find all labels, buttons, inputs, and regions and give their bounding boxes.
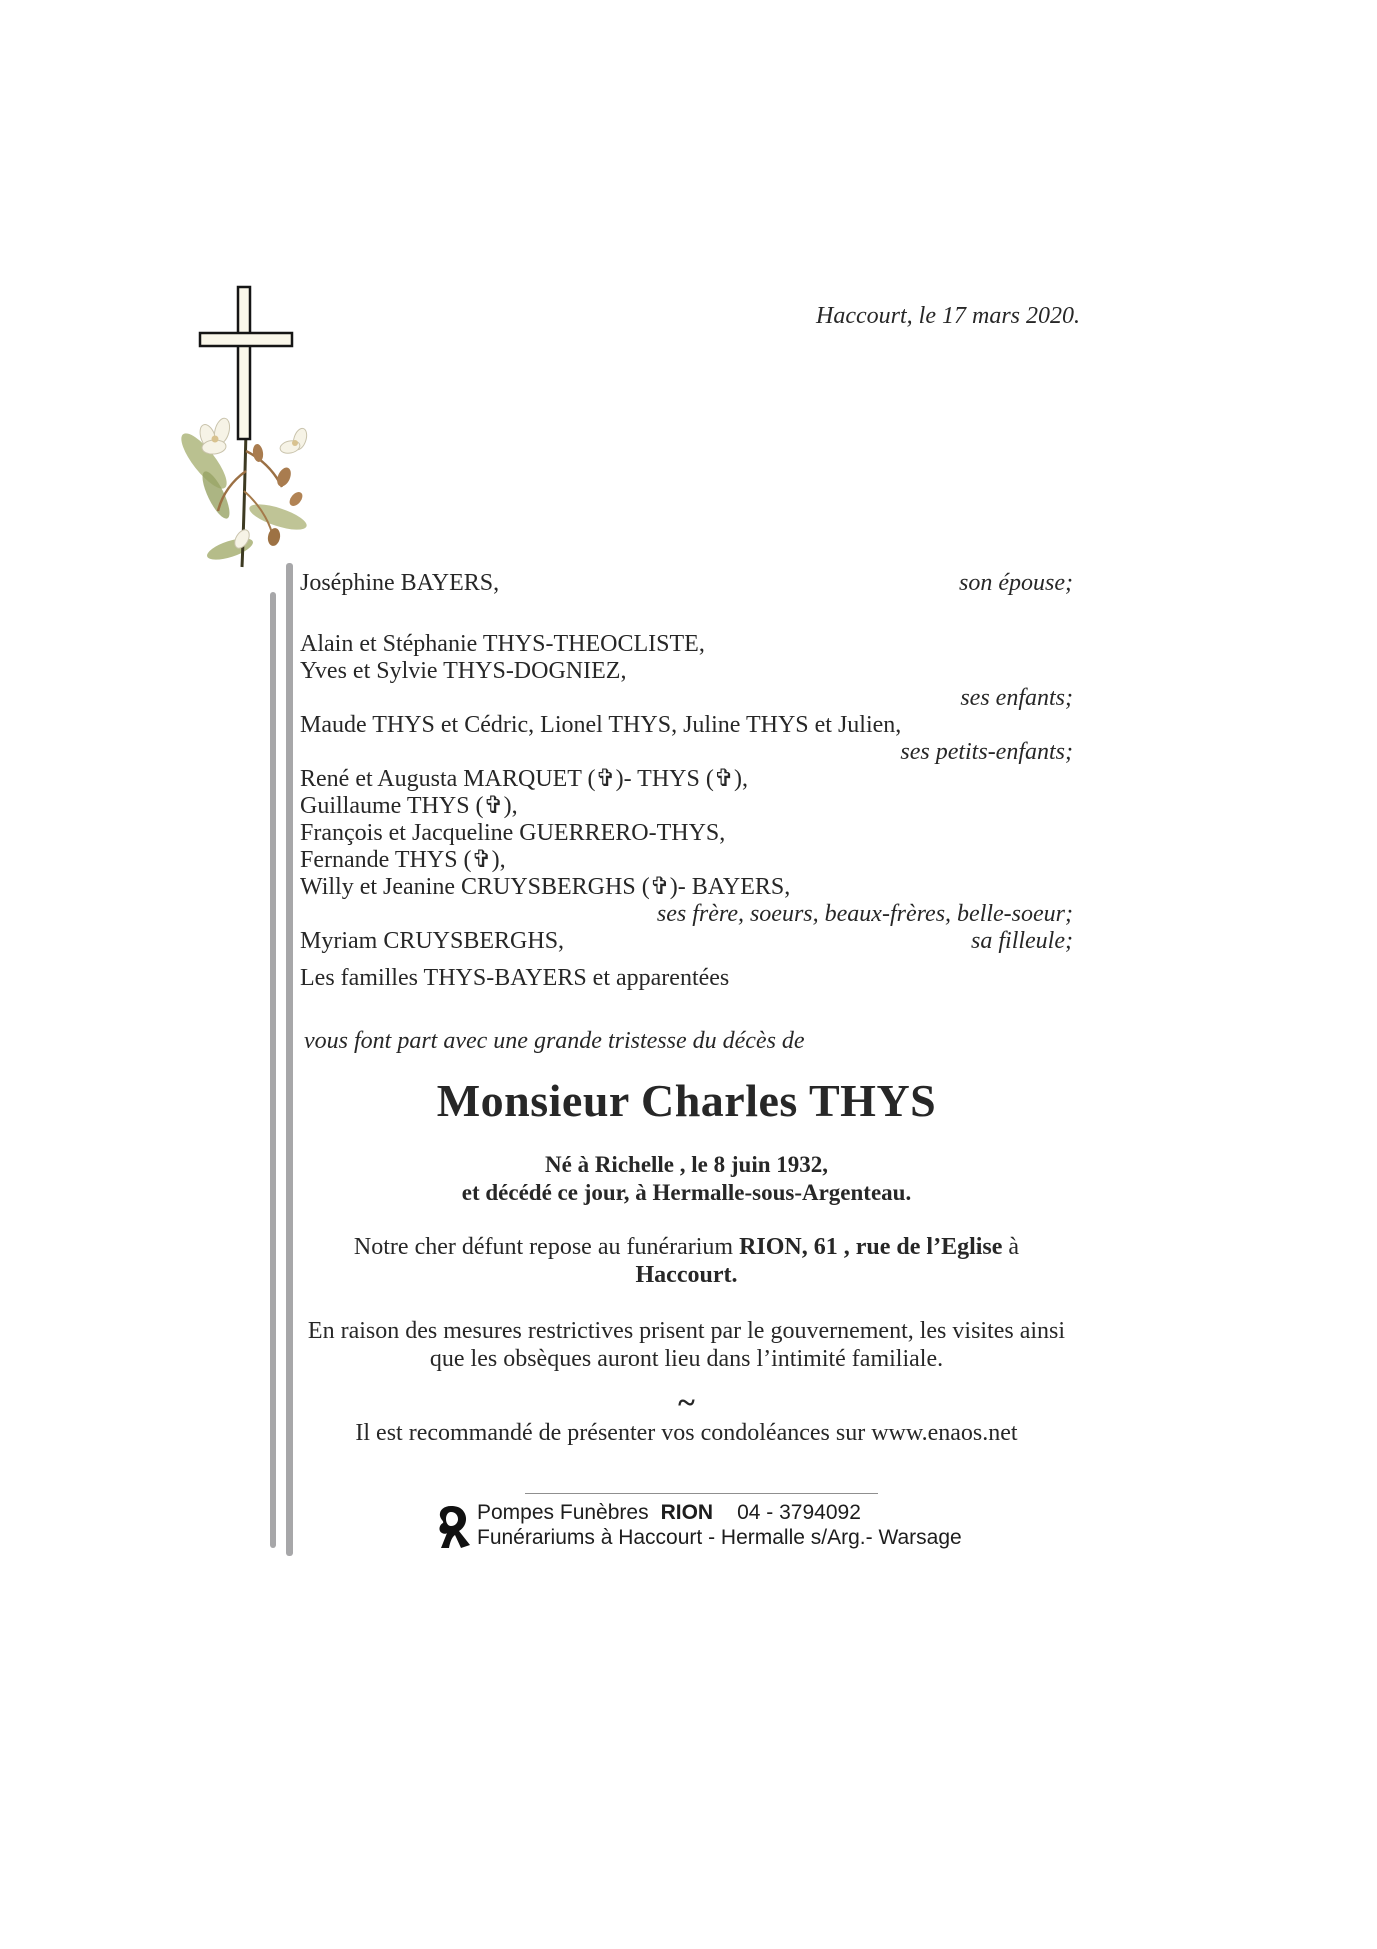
family-name: René et Augusta MARQUET (✞)- THYS (✞), <box>300 766 748 792</box>
family-line <box>300 712 1073 739</box>
vertical-rule-outer <box>286 563 293 1556</box>
restrictions-block <box>300 1317 1073 1373</box>
footer-line-1 <box>477 1500 962 1525</box>
repose-line <box>300 1233 1073 1289</box>
family-line <box>300 570 1073 597</box>
family-name: Guillaume THYS (✞), <box>300 793 518 819</box>
family-line <box>300 685 1073 712</box>
vitals-block <box>300 1151 1073 1207</box>
announcement-body <box>300 570 1073 1447</box>
family-name: Joséphine BAYERS, <box>300 570 500 596</box>
family-line <box>300 820 1073 847</box>
family-line <box>300 631 1073 658</box>
family-relation: ses enfants; <box>960 685 1073 711</box>
family-name: Yves et Sylvie THYS-DOGNIEZ, <box>300 658 627 684</box>
phone-number: 04 - 3794092 <box>737 1501 861 1524</box>
family-relation: sa filleule; <box>971 928 1073 954</box>
family-name: Alain et Stéphanie THYS-THEOCLISTE, <box>300 631 705 657</box>
family-name: Maude THYS et Cédric, Lionel THYS, Juline THYS et Julien, <box>300 712 902 738</box>
repose-middle: à <box>1002 1234 1020 1260</box>
rion-logo-icon <box>437 1504 471 1550</box>
family-line <box>300 847 1073 874</box>
restrictions-line-2: que les obsèques auront lieu dans l’intimité familiale. <box>429 1346 944 1372</box>
family-relation: ses frère, soeurs, beaux-frères, belle-soeur; <box>656 901 1073 927</box>
company-prefix: Pompes Funèbres <box>477 1501 649 1524</box>
company-name: RION <box>660 1501 714 1524</box>
footer-text <box>477 1500 962 1550</box>
tilde-separator: ~ <box>678 1384 695 1420</box>
family-line <box>300 793 1073 820</box>
funeral-home-footer <box>437 1500 962 1550</box>
condolences-line: Il est recommandé de présenter vos condoléances sur www.enaos.net <box>355 1420 1018 1446</box>
footer-divider <box>525 1493 878 1494</box>
family-line <box>300 965 1073 992</box>
family-line <box>300 658 1073 685</box>
family-line <box>300 739 1073 766</box>
vertical-rule-inner <box>270 592 276 1548</box>
repose-city: Haccourt. <box>635 1262 738 1288</box>
footer-line-2: Funérariums à Haccourt - Hermalle s/Arg.- Warsage <box>477 1526 962 1549</box>
birth-line: Né à Richelle , le 8 juin 1932, <box>545 1152 828 1177</box>
cross-with-flowers-icon <box>172 281 328 573</box>
deceased-name: Monsieur Charles THYS <box>436 1075 937 1126</box>
family-name: Myriam CRUYSBERGHS, <box>300 928 565 954</box>
family-line <box>300 766 1073 793</box>
family-line <box>300 928 1073 955</box>
repose-location: RION, 61 , rue de l’Eglise <box>739 1234 1003 1260</box>
dateline: Haccourt, le 17 mars 2020. <box>816 303 1080 329</box>
family-relation: son épouse; <box>959 570 1073 596</box>
family-relation: ses petits-enfants; <box>900 739 1073 765</box>
family-line <box>300 901 1073 928</box>
family-line <box>300 874 1073 901</box>
family-name: Willy et Jeanine CRUYSBERGHS (✞)- BAYERS, <box>300 874 791 900</box>
death-line: et décédé ce jour, à Hermalle-sous-Argenteau. <box>461 1180 912 1205</box>
family-name: Les familles THYS-BAYERS et apparentées <box>300 965 730 991</box>
family-name: François et Jacqueline GUERRERO-THYS, <box>300 820 726 846</box>
restrictions-line-1: En raison des mesures restrictives prisent par le gouvernement, les visites ainsi <box>307 1318 1066 1344</box>
repose-prefix: Notre cher défunt repose au funérarium <box>353 1234 740 1260</box>
family-name: Fernande THYS (✞), <box>300 847 506 873</box>
intro-line: vous font part avec une grande tristesse du décès de <box>304 1028 805 1054</box>
